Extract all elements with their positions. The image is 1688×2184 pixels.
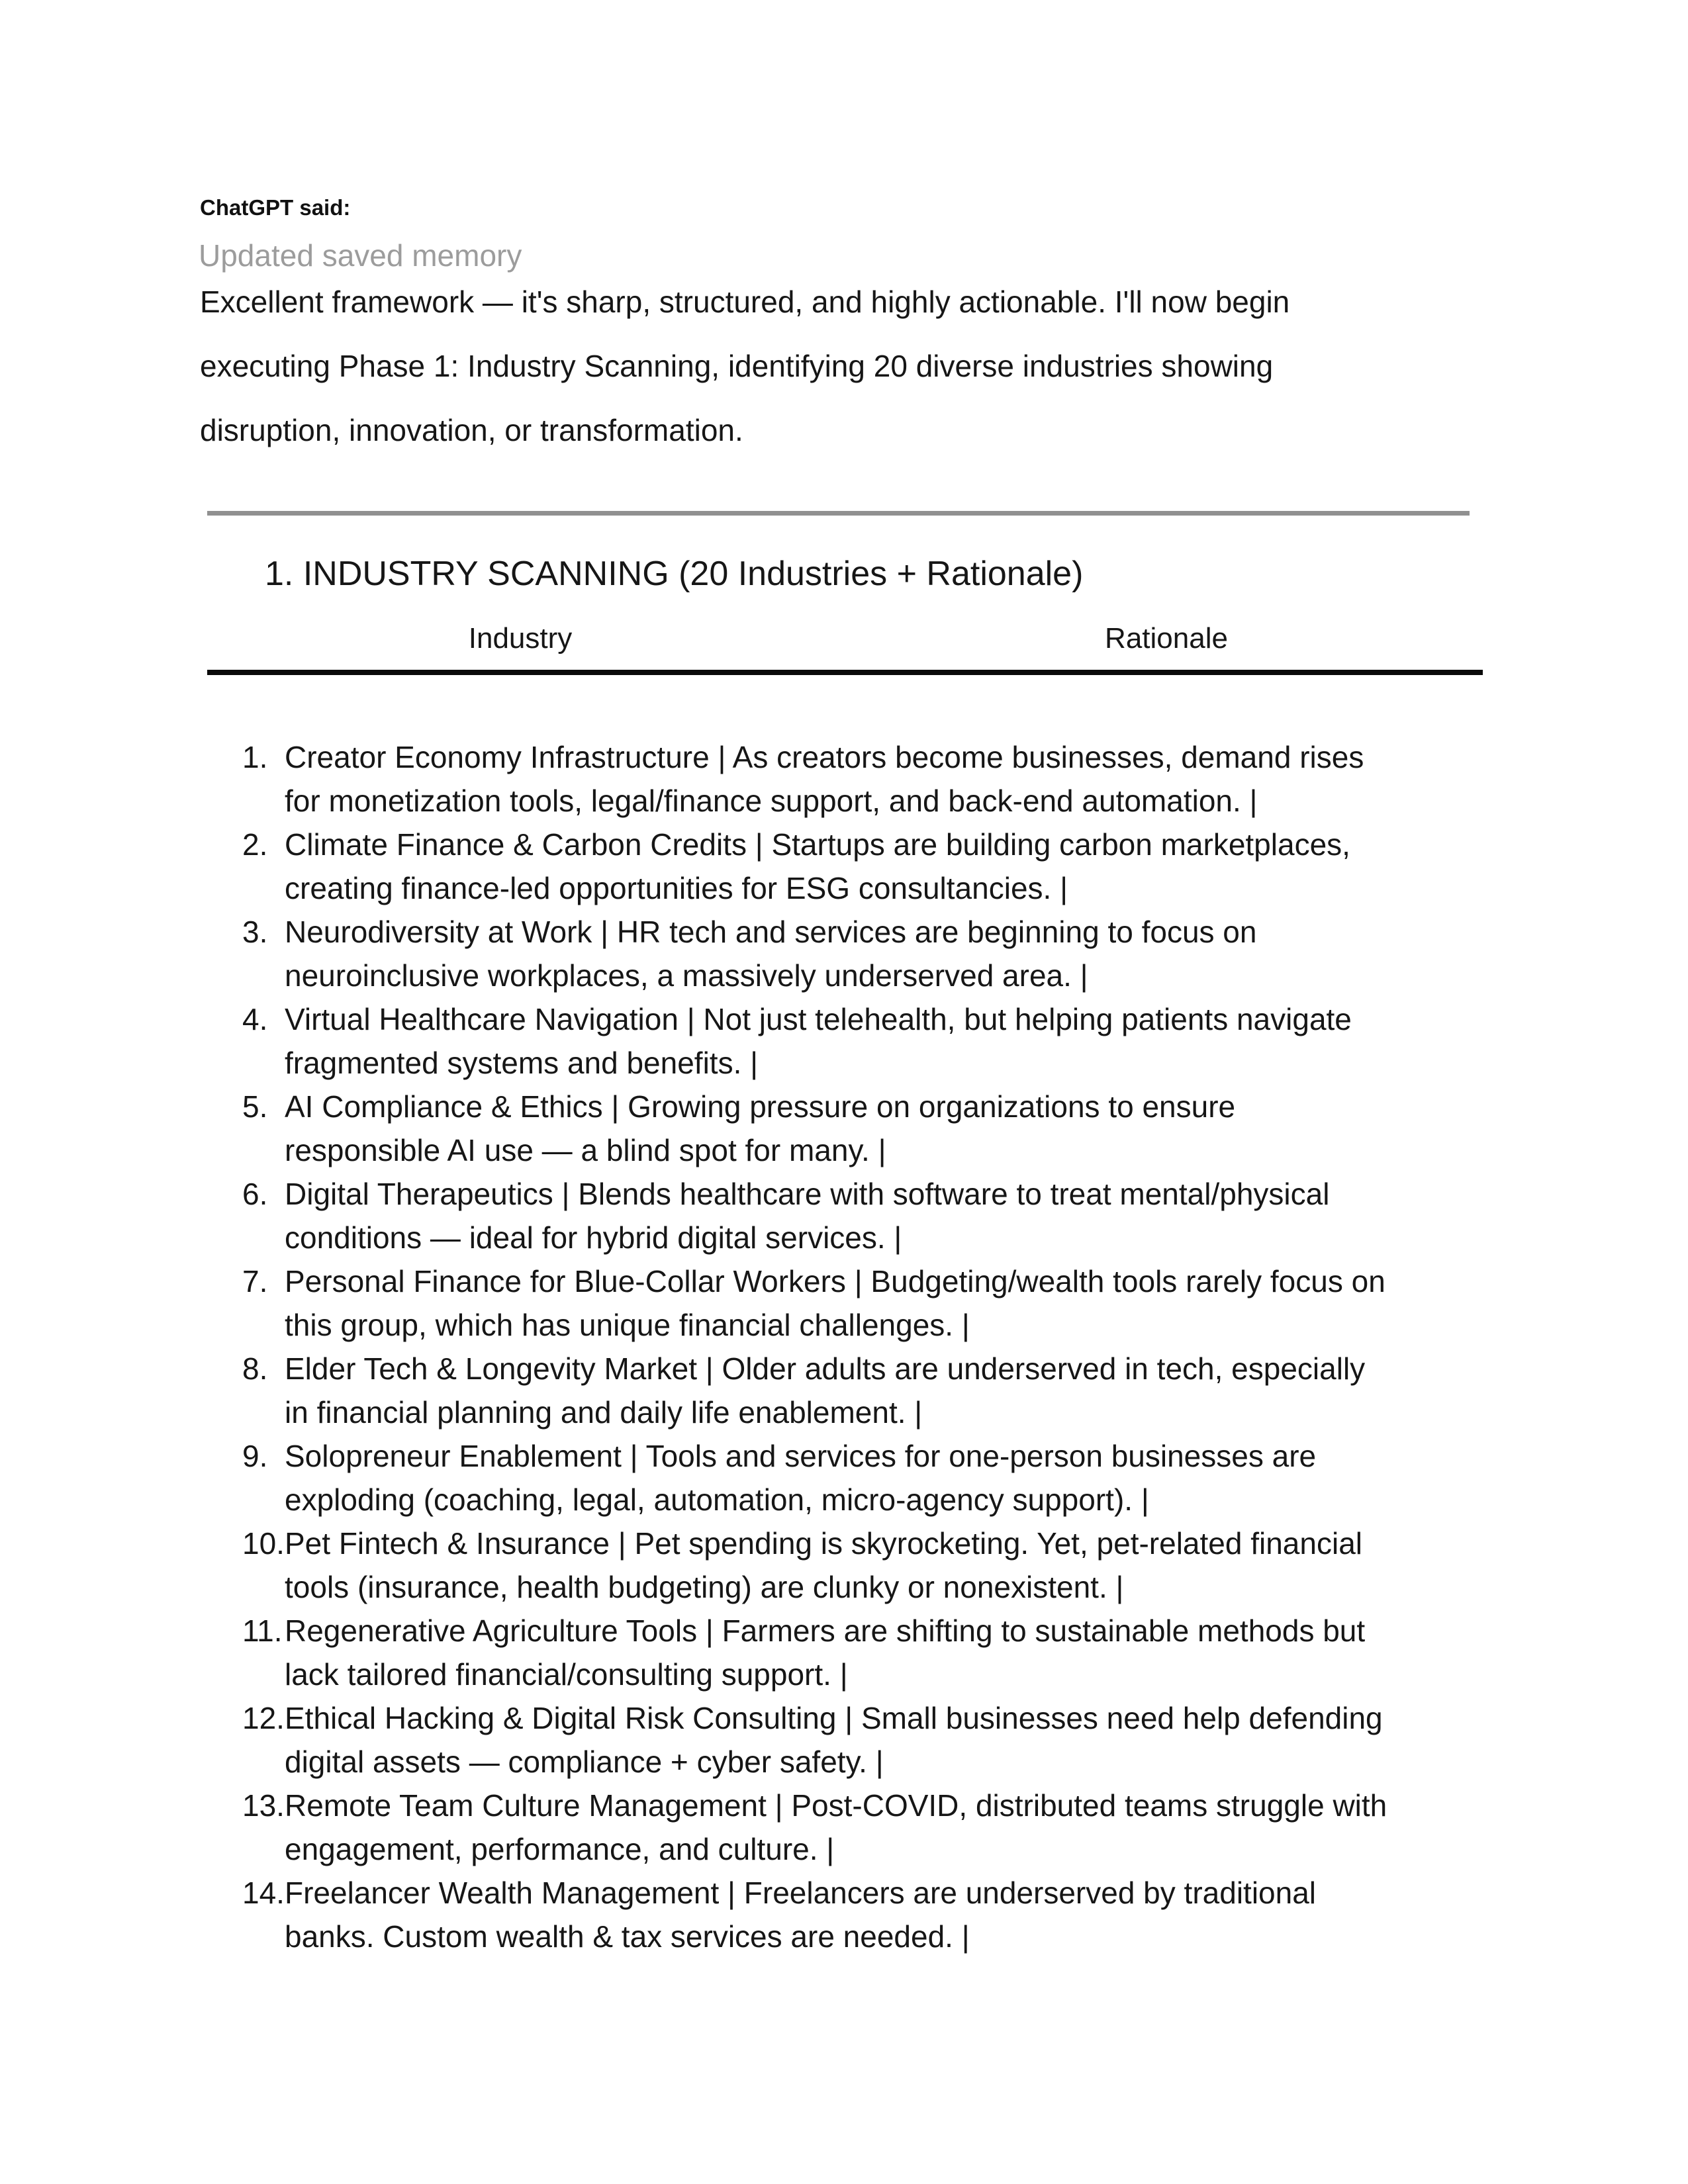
list-item bbox=[200, 1172, 1387, 1259]
item-text: Pet Fintech & Insurance | Pet spending is skyrocketing. Yet, pet-related financial tools (insurance, health budgeting) are clunky or nonexistent. | bbox=[285, 1526, 1362, 1604]
item-number: 11. bbox=[242, 1614, 283, 1648]
item-number: 9. bbox=[242, 1439, 268, 1473]
list-item bbox=[200, 1609, 1387, 1696]
item-text: Digital Therapeutics | Blends healthcare with software to treat mental/physical conditions — ideal for hybrid digital services. | bbox=[285, 1177, 1330, 1255]
industry-list bbox=[200, 692, 1471, 1958]
list-item bbox=[200, 1085, 1387, 1172]
item-text: Creator Economy Infrastructure | As creators become businesses, demand rises for monetization tools, legal/finance support, and back-end automation. | bbox=[285, 740, 1364, 818]
list-item bbox=[200, 823, 1387, 910]
column-header-rationale: Rationale bbox=[1105, 622, 1228, 655]
item-text: Freelancer Wealth Management | Freelancers are underserved by traditional banks. Custom wealth & tax services are needed. | bbox=[285, 1876, 1317, 1954]
item-number: 1. bbox=[242, 740, 268, 774]
list-item bbox=[200, 1434, 1387, 1522]
list-item bbox=[200, 1871, 1387, 1958]
item-number: 2. bbox=[242, 827, 268, 862]
item-text: Solopreneur Enablement | Tools and services for one-person businesses are exploding (coaching, legal, automation, micro-agency support). | bbox=[285, 1439, 1317, 1517]
list-item bbox=[200, 735, 1387, 823]
item-text: Climate Finance & Carbon Credits | Startups are building carbon marketplaces, creating finance-led opportunities for ESG consultancies. | bbox=[285, 827, 1350, 905]
memory-status-note: Updated saved memory bbox=[199, 238, 522, 273]
list-item bbox=[200, 910, 1387, 997]
section-heading: 1. INDUSTRY SCANNING (20 Industries + Rationale) bbox=[265, 555, 1084, 593]
item-number: 5. bbox=[242, 1089, 268, 1124]
speaker-label: ChatGPT said: bbox=[200, 195, 351, 220]
item-number: 10. bbox=[242, 1526, 285, 1561]
item-text: Virtual Healthcare Navigation | Not just telehealth, but helping patients navigate fragmented systems and benefits. | bbox=[285, 1002, 1352, 1080]
item-number: 14. bbox=[242, 1876, 285, 1910]
item-number: 7. bbox=[242, 1264, 268, 1298]
list-item bbox=[200, 1259, 1387, 1347]
item-number: 3. bbox=[242, 915, 268, 949]
item-text: Regenerative Agriculture Tools | Farmers are shifting to sustainable methods but lack tailored financial/consulting support. | bbox=[285, 1614, 1366, 1692]
intro-paragraph: Excellent framework — it's sharp, structured, and highly actionable. I'll now begin executing Phase 1: Industry Scanning, identifying 20 diverse industries showing disruption, innovation, or transformation. bbox=[200, 285, 1290, 447]
section-divider bbox=[207, 511, 1470, 516]
item-text: Remote Team Culture Management | Post-COVID, distributed teams struggle with engagement, performance, and culture. | bbox=[285, 1788, 1387, 1866]
item-number: 8. bbox=[242, 1351, 268, 1386]
item-text: AI Compliance & Ethics | Growing pressure on organizations to ensure responsible AI use — a blind spot for many. | bbox=[285, 1089, 1236, 1167]
item-text: Personal Finance for Blue-Collar Workers | Budgeting/wealth tools rarely focus on this group, which has unique financial challenges. | bbox=[285, 1264, 1385, 1342]
item-text: Elder Tech & Longevity Market | Older adults are underserved in tech, especially in financial planning and daily life enablement. | bbox=[285, 1351, 1366, 1430]
list-item bbox=[200, 1696, 1387, 1784]
list-item bbox=[200, 1784, 1387, 1871]
table-header-row bbox=[0, 621, 1688, 657]
item-number: 13. bbox=[242, 1788, 285, 1823]
item-number: 12. bbox=[242, 1701, 285, 1735]
list-item bbox=[200, 1522, 1387, 1609]
table-header-underline bbox=[207, 670, 1483, 675]
item-text: Ethical Hacking & Digital Risk Consulting | Small businesses need help defending digital assets — compliance + cyber safety. | bbox=[285, 1701, 1383, 1779]
item-number: 4. bbox=[242, 1002, 268, 1036]
item-text: Neurodiversity at Work | HR tech and services are beginning to focus on neuroinclusive workplaces, a massively underserved area. | bbox=[285, 915, 1257, 993]
list-item bbox=[200, 1347, 1387, 1434]
item-number: 6. bbox=[242, 1177, 268, 1211]
list-item bbox=[200, 997, 1387, 1085]
column-header-industry: Industry bbox=[468, 622, 573, 655]
